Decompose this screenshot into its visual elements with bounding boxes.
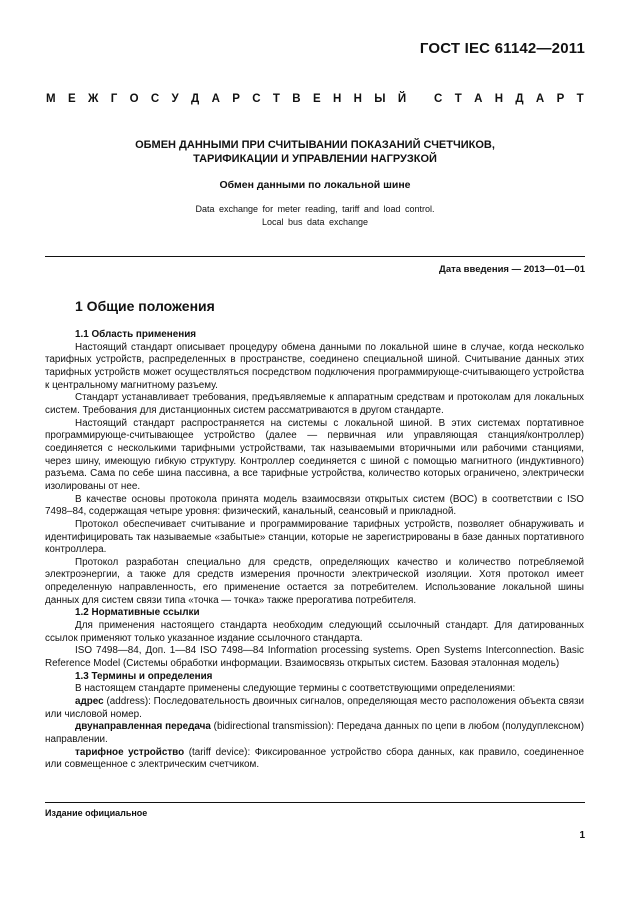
paragraph: Настоящий стандарт распространяется на системы с локальной шиной. В этих системах портативное программирующе-считывающее устройство (далее — первичная или управляющая станция/контроллер) соединяется с несколькими тарифными устройствами, так называемыми вторичными или рабочими станциями, через шину, имеющую гибкую структуру. Контроллер соединяется с шиной с помощью магнитного (индуктивного) разъема. Сама по себе шина пассивна, а все тарифные устройства, количество которых ограничено, электрически изолированы от нее. — [45, 417, 584, 492]
standard-kind-letter: А — [474, 93, 483, 105]
subsection-heading-scope: 1.1 Область применения — [75, 329, 197, 340]
definition — [45, 747, 584, 772]
standard-kind-letter: С — [434, 93, 443, 105]
standard-kind-letter: Г — [110, 93, 118, 105]
standard-kind-letter: Т — [576, 93, 584, 105]
standard-kind-letter: У — [171, 93, 179, 105]
term: тарифное устройство — [75, 746, 185, 758]
term: двунаправленная передача — [75, 721, 211, 733]
paragraph: В настоящем стандарте применены следующие термины с соответствующими определениями: — [75, 683, 516, 695]
paragraph: Настоящий стандарт описывает процедуру обмена данными по локальной шине в случае, когда несколько тарифных устройств, распределенных в пространстве, соединено специальной шиной. Считывание данных этих тарифных устройств может осуществляться посредством подключения программирующе-считывающего устройства к центральному магнитному разъему. — [45, 341, 584, 391]
introduction-date: Дата введения — 2013—01—01 — [439, 264, 585, 275]
subsection-heading-terms: 1.3 Термины и определения — [75, 670, 213, 682]
standard-kind-letter: Й — [397, 93, 407, 105]
english-title-line-2: Local bus data exchange — [261, 217, 369, 227]
standard-kind-letter: Е — [312, 93, 321, 105]
standard-kind-letter: Ы — [374, 93, 386, 105]
standard-kind-letter: С — [150, 93, 160, 105]
standard-kind-letter: Н — [332, 93, 342, 105]
section-heading: 1 Общие положения — [75, 298, 215, 314]
paragraph: Протокол обеспечивает считывание и программирование тарифных устройств, позволяет обнаруживать и идентифицировать так называемые «забытые» станции, которые не зарегистрированы в базе данных портативного контроллера. — [45, 518, 584, 556]
edition-note: Издание официальное — [45, 808, 148, 818]
standard-kind-letter: Н — [353, 93, 362, 105]
paragraph: В качестве основы протокола принята модель взаимосвязи открытых систем (ВОС) в соответствии с ISO 7498–84, содержащая четыре уровня: физический, канальный, сеансовый и прикладной. — [45, 493, 584, 518]
paragraph: Стандарт устанавливает требования, предъявляемые к аппаратным средствам и протоколам для локальных систем. Требования для дистанционных систем рассматриваются в другом стандарте. — [45, 392, 584, 416]
title-block — [40, 138, 590, 229]
standard-kind-letter: О — [129, 93, 139, 105]
term-definition: (address): Последовательность двоичных сигналов, определяющая место расположения объекта связи или числовой номер. — [45, 696, 584, 720]
standard-kind-letter: В — [292, 93, 301, 105]
definition — [45, 696, 584, 721]
term: адрес — [75, 696, 104, 708]
standard-kind-letter: Т — [272, 93, 280, 105]
subsection-heading-references: 1.2 Нормативные ссылки — [75, 607, 200, 619]
standard-kind-letter: М — [46, 93, 56, 105]
paragraph: Для применения настоящего стандарта необходим следующий ссылочный стандарт. Для датированных ссылок применяют только указанное издание ссылочного стандарта. — [45, 620, 584, 644]
english-title — [40, 203, 590, 229]
standard-kind-letter: Д — [191, 93, 200, 105]
standard-kind-letter: Е — [67, 93, 76, 105]
paragraph: ISO 7498—84, Доп. 1—84 ISO 7498—84 Information processing systems. Open Systems Interconnection. Basic Reference Model (Системы обработки информации. Взаимосвязь открытых систем. Базовая эталонная модель) — [45, 645, 584, 670]
standard-kind-letter: А — [535, 93, 545, 105]
standard-kind-letter: Р — [556, 93, 565, 105]
footer-divider — [45, 802, 585, 803]
standard-kind-letter: Ж — [87, 93, 99, 105]
page-number: 1 — [579, 830, 585, 841]
standard-kind-label — [46, 93, 584, 105]
term-definition: (tariff device): Фиксированное устройство сбора данных, как правило, соединенное или совмещенное с электрическим счетчиком. — [45, 746, 584, 771]
header-divider — [45, 256, 585, 257]
title-line-2: ТАРИФИКАЦИИ И УПРАВЛЕНИИ НАГРУЗКОЙ — [193, 153, 437, 165]
document-number: ГОСТ IEC 61142—2011 — [419, 40, 585, 57]
english-title-line-1: Data exchange for meter reading, tariff and load control. — [195, 204, 435, 214]
term-definition: (bidirectional transmission): Передача данных по цепи в любом (полудуплексном) направлении. — [45, 721, 584, 745]
body-text — [45, 329, 584, 772]
subtitle: Обмен данными по локальной шине — [219, 179, 411, 191]
standard-kind-letter: Д — [515, 93, 524, 105]
title-line-1: ОБМЕН ДАННЫМИ ПРИ СЧИТЫВАНИИ ПОКАЗАНИЙ СЧЕТЧИКОВ, — [135, 139, 495, 151]
definition — [45, 721, 584, 746]
standard-kind-letter: Т — [454, 93, 462, 105]
standard-kind-letter — [418, 93, 421, 105]
standard-kind-letter: Р — [232, 93, 240, 105]
paragraph: Протокол разработан специально для средств, определяющих качество и количество потребляемой электроэнергии, а также для средств измерения прочности электрической изоляции. Хотя протокол имеет определенную направленность, его применение остается за потребителем. Использование локальной шины данных для систем связи типа «точка — точка» также прерогатива потребителя. — [45, 556, 584, 606]
standard-kind-letter: Н — [494, 93, 504, 105]
standard-kind-letter: А — [211, 93, 220, 105]
standard-kind-letter: С — [252, 93, 261, 105]
